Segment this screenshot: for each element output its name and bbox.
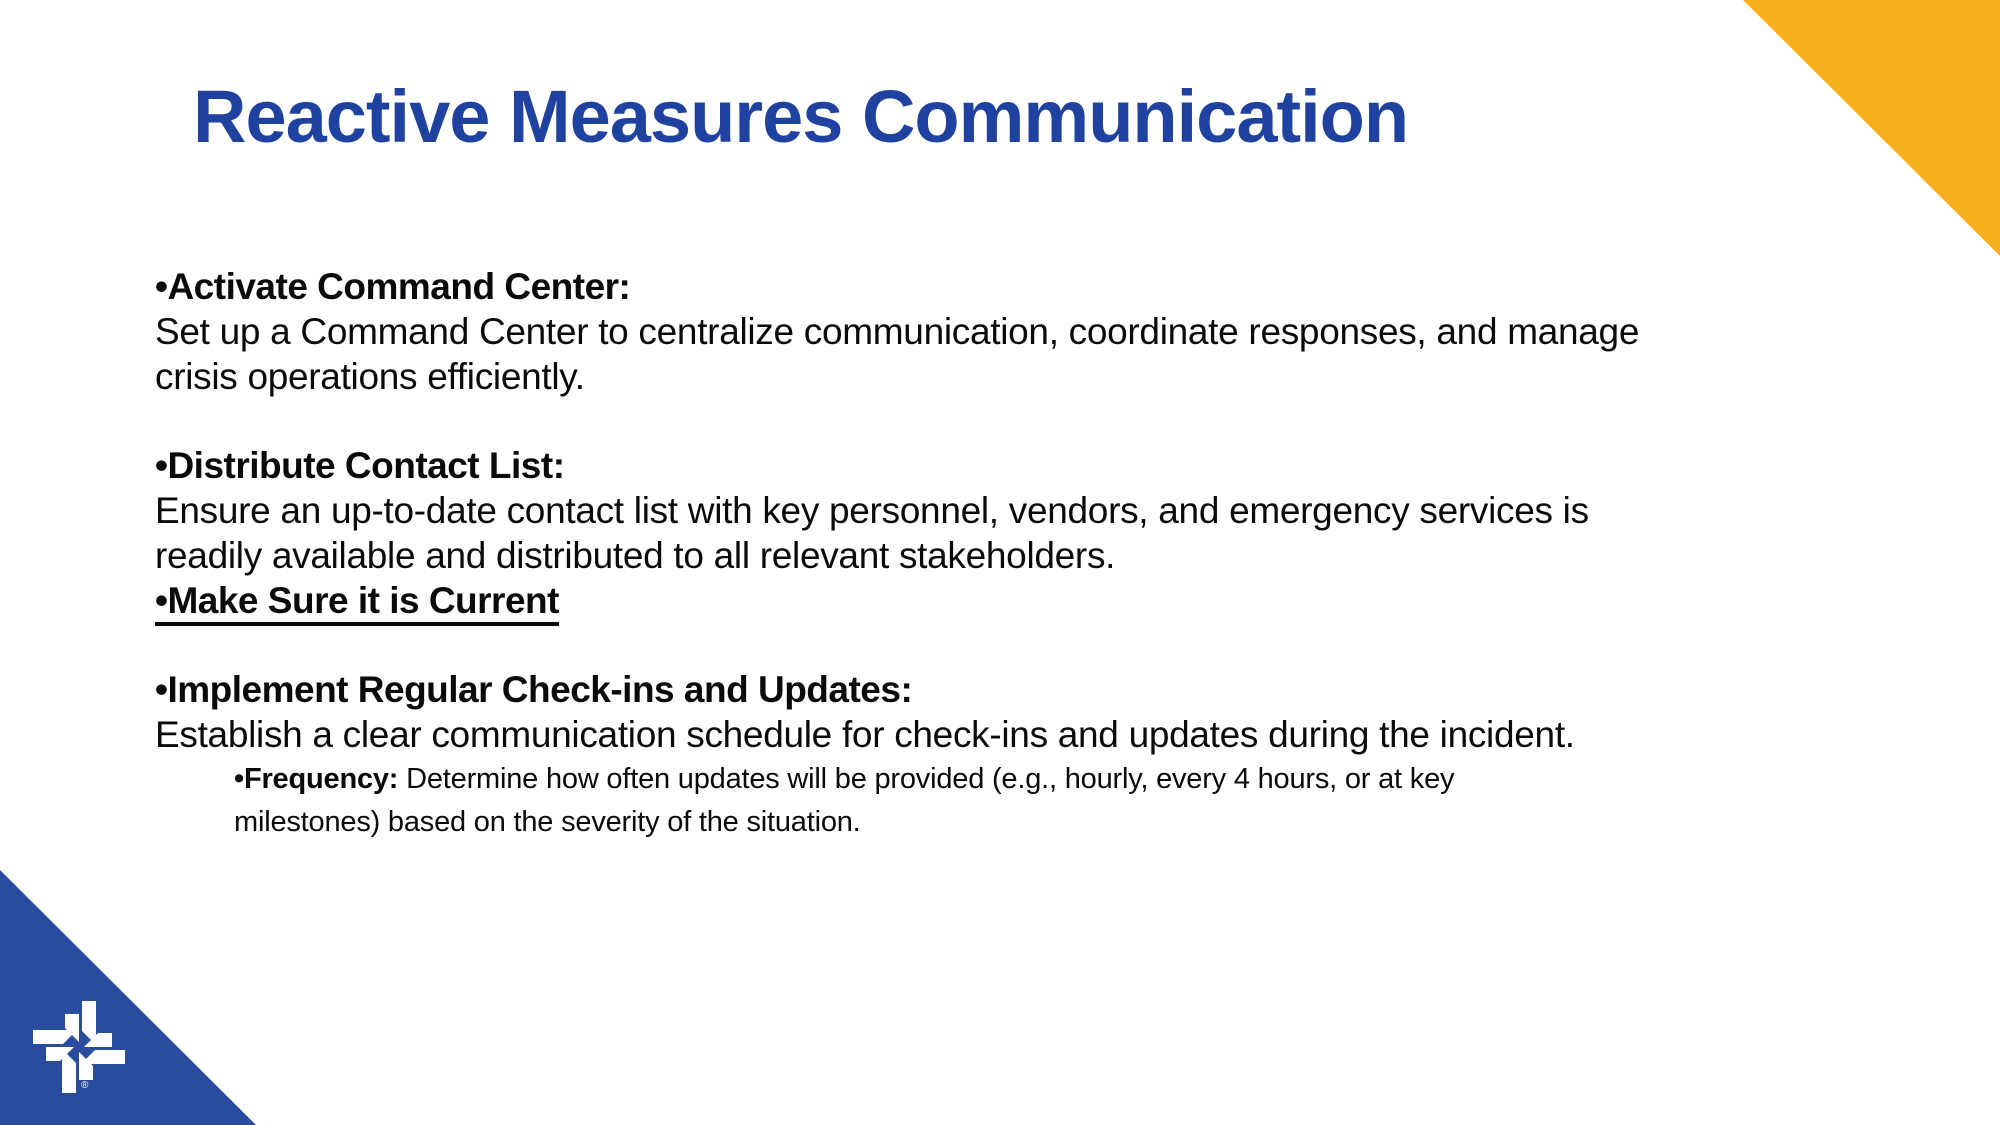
body-line: Establish a clear communication schedule for check-ins and updates during the incident.: [155, 713, 1575, 755]
section-heading: •Implement Regular Check-ins and Updates:: [155, 669, 913, 711]
section-heading: •Distribute Contact List:: [155, 445, 565, 487]
slide-title: Reactive Measures Communication: [193, 75, 1409, 158]
underlined-text: •Make Sure it is Current: [155, 582, 559, 626]
gold-corner-accent: [1743, 0, 2000, 256]
sub-bullet-text: Determine how often updates will be provided (e.g., hourly, every 4 hours, or at key: [398, 762, 1455, 795]
blank-line: [155, 399, 1855, 444]
blank-line: [155, 623, 1855, 668]
emphasis-line: [155, 579, 1855, 624]
slide-body: [155, 265, 1855, 844]
pinwheel-cross-icon: [29, 997, 129, 1097]
registered-trademark-symbol: ®: [81, 1080, 89, 1091]
sub-bullet-line: [155, 758, 1855, 801]
body-line: readily available and distributed to all relevant stakeholders.: [155, 534, 1116, 576]
sub-bullet-label: •Frequency:: [234, 762, 399, 795]
body-line: crisis operations efficiently.: [155, 355, 585, 397]
sub-bullet-line: milestones) based on the severity of the situation.: [234, 805, 861, 838]
section-heading: •Activate Command Center:: [155, 266, 631, 307]
body-line: Set up a Command Center to centralize communication, coordinate responses, and manage: [155, 310, 1640, 352]
body-line: Ensure an up-to-date contact list with key personnel, vendors, and emergency services is: [155, 489, 1589, 531]
